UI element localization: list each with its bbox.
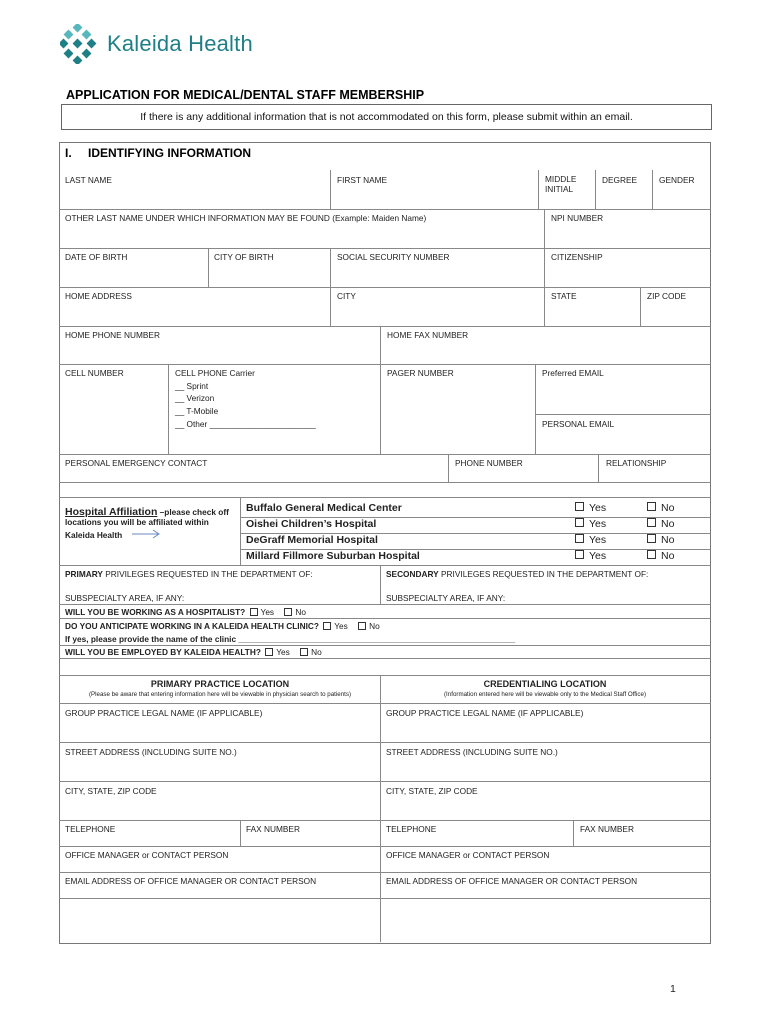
primary-practice-title: PRIMARY PRACTICE LOCATION <box>150 679 290 689</box>
clinic-yes-checkbox[interactable] <box>323 622 331 630</box>
state-label: STATE <box>551 291 577 301</box>
cred-email-manager-label: EMAIL ADDRESS OF OFFICE MANAGER OR CONTACT PERSON <box>386 876 638 886</box>
carrier-tmobile-option[interactable]: __ T-Mobile <box>175 406 219 416</box>
ssn-label: SOCIAL SECURITY NUMBER <box>337 252 450 262</box>
npi-label: NPI NUMBER <box>551 213 604 223</box>
primary-group-name-label: GROUP PRACTICE LEGAL NAME (IF APPLICABLE) <box>65 708 263 718</box>
buffalo-no-checkbox[interactable]: No <box>647 502 674 514</box>
cred-telephone-label: TELEPHONE <box>386 824 437 834</box>
degraff-no-checkbox[interactable]: No <box>647 534 674 546</box>
secondary-privileges-label: SECONDARY PRIVILEGES REQUESTED IN THE DEPARTMENT OF: <box>386 569 649 579</box>
hospitalist-yes-checkbox[interactable] <box>250 608 258 616</box>
credentialing-note: (Information entered here will be viewable only to the Medical Staff Office) <box>444 691 646 698</box>
primary-email-manager-label: EMAIL ADDRESS OF OFFICE MANAGER OR CONTACT PERSON <box>65 876 317 886</box>
cred-fax-label: FAX NUMBER <box>580 824 634 834</box>
employed-no-checkbox[interactable] <box>300 648 308 656</box>
buffalo-yes-checkbox[interactable]: Yes <box>575 502 606 514</box>
home-phone-label: HOME PHONE NUMBER <box>65 330 160 340</box>
cred-group-name-label: GROUP PRACTICE LEGAL NAME (IF APPLICABLE) <box>386 708 584 718</box>
form-title: APPLICATION FOR MEDICAL/DENTAL STAFF MEMBERSHIP <box>66 88 425 102</box>
cell-carrier-label: CELL PHONE Carrier <box>175 368 255 378</box>
carrier-verizon-option[interactable]: __ Verizon <box>175 393 215 403</box>
citizenship-label: CITIZENSHIP <box>551 252 603 262</box>
hospital-buffalo-general: Buffalo General Medical Center <box>246 502 402 514</box>
middle-initial-label-2: INITIAL <box>545 184 574 194</box>
kaleida-logo-icon <box>60 24 100 64</box>
page-number: 1 <box>670 983 676 995</box>
relationship-label: RELATIONSHIP <box>606 458 667 468</box>
arrow-right-icon <box>131 528 161 540</box>
city-label: CITY <box>337 291 356 301</box>
notice-box: If there is any additional information that is not accommodated on this form, please submit within an email. <box>61 104 712 130</box>
subspecialty-label-primary: SUBSPECIALTY AREA, IF ANY: <box>65 593 185 603</box>
affiliation-instruction: –please check off <box>157 507 229 517</box>
primary-fax-label: FAX NUMBER <box>246 824 300 834</box>
subspecialty-label-secondary: SUBSPECIALTY AREA, IF ANY: <box>386 593 506 603</box>
primary-street-label: STREET ADDRESS (INCLUDING SUITE NO.) <box>65 747 237 757</box>
oishei-no-checkbox[interactable]: No <box>647 518 674 530</box>
gender-label: GENDER <box>659 175 695 185</box>
millard-no-checkbox[interactable]: No <box>647 550 674 562</box>
other-last-name-label: OTHER LAST NAME UNDER WHICH INFORMATION MAY BE FOUND (Example: Maiden Name) <box>65 213 427 223</box>
primary-telephone-label: TELEPHONE <box>65 824 116 834</box>
emergency-contact-label: PERSONAL EMERGENCY CONTACT <box>65 458 208 468</box>
affiliation-instruction-3: Kaleida Health <box>65 530 123 540</box>
pager-label: PAGER NUMBER <box>387 368 454 378</box>
cred-office-manager-label: OFFICE MANAGER or CONTACT PERSON <box>386 850 550 860</box>
dob-label: DATE OF BIRTH <box>65 252 128 262</box>
carrier-other-option[interactable]: __ Other _______________________ <box>175 419 316 429</box>
hospital-oishei: Oishei Children’s Hospital <box>246 518 377 530</box>
affiliation-title: Hospital Affiliation <box>65 506 158 518</box>
zip-label: ZIP CODE <box>647 291 687 301</box>
home-fax-label: HOME FAX NUMBER <box>387 330 469 340</box>
credentialing-title: CREDENTIALING LOCATION <box>483 679 607 689</box>
hospital-millard-fillmore: Millard Fillmore Suburban Hospital <box>246 550 420 562</box>
city-of-birth-label: CITY OF BIRTH <box>214 252 274 262</box>
degraff-yes-checkbox[interactable]: Yes <box>575 534 606 546</box>
cell-number-label: CELL NUMBER <box>65 368 124 378</box>
primary-privileges-label: PRIMARY PRIVILEGES REQUESTED IN THE DEPARTMENT OF: <box>65 569 313 579</box>
hospitalist-no-checkbox[interactable] <box>284 608 292 616</box>
degree-label: DEGREE <box>602 175 638 185</box>
oishei-yes-checkbox[interactable]: Yes <box>575 518 606 530</box>
employed-yes-checkbox[interactable] <box>265 648 273 656</box>
clinic-name-prompt[interactable]: If yes, please provide the name of the clinic ____________________________________________________________ <box>65 634 516 644</box>
preferred-email-label: Preferred EMAIL <box>542 368 604 378</box>
phone-number-label: PHONE NUMBER <box>455 458 523 468</box>
hospitalist-question: WILL YOU BE WORKING AS A HOSPITALIST? Yes No <box>65 607 307 617</box>
affiliation-instruction-2: locations you will be affiliated within <box>65 517 209 527</box>
clinic-question: DO YOU ANTICIPATE WORKING IN A KALEIDA HEALTH CLINIC? Yes No <box>65 621 380 631</box>
personal-email-label: PERSONAL EMAIL <box>542 419 615 429</box>
carrier-sprint-option[interactable]: __ Sprint <box>175 381 209 391</box>
cred-city-state-zip-label: CITY, STATE, ZIP CODE <box>386 786 478 796</box>
millard-yes-checkbox[interactable]: Yes <box>575 550 606 562</box>
section-number: I. <box>65 146 72 160</box>
first-name-label: FIRST NAME <box>337 175 388 185</box>
employed-question: WILL YOU BE EMPLOYED BY KALEIDA HEALTH? Yes No <box>65 647 322 657</box>
home-address-label: HOME ADDRESS <box>65 291 132 301</box>
primary-office-manager-label: OFFICE MANAGER or CONTACT PERSON <box>65 850 229 860</box>
clinic-no-checkbox[interactable] <box>358 622 366 630</box>
cred-street-label: STREET ADDRESS (INCLUDING SUITE NO.) <box>386 747 558 757</box>
last-name-label: LAST NAME <box>65 175 112 185</box>
primary-practice-note: (Please be aware that entering information here will be viewable in physician search to patients) <box>88 691 352 698</box>
primary-city-state-zip-label: CITY, STATE, ZIP CODE <box>65 786 157 796</box>
hospital-degraff: DeGraff Memorial Hospital <box>246 534 378 546</box>
org-name: Kaleida Health <box>107 31 253 56</box>
section-title: IDENTIFYING INFORMATION <box>88 146 252 160</box>
middle-initial-label-1: MIDDLE <box>545 174 577 184</box>
